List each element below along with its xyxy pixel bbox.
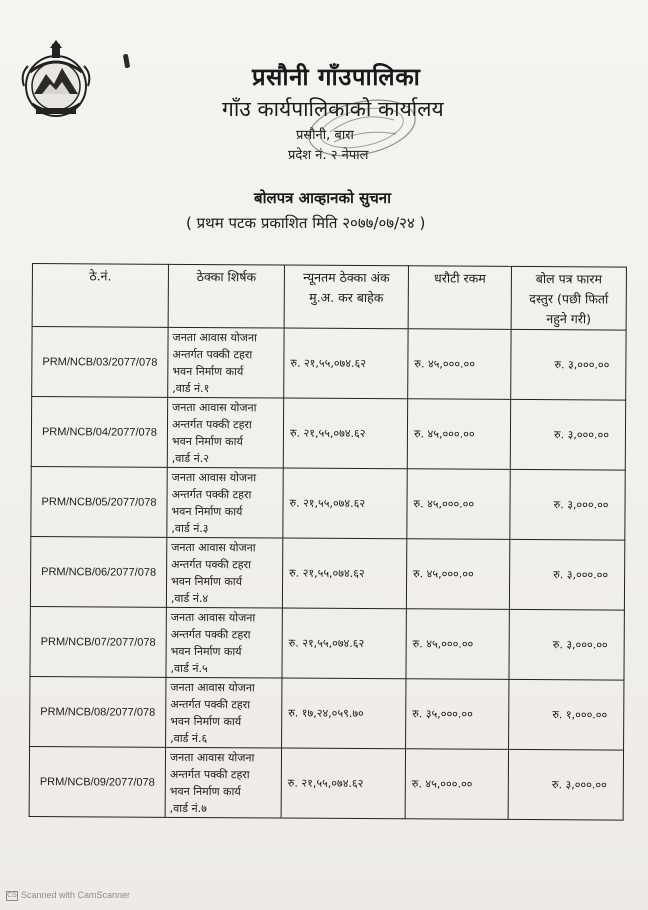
header-contract-no: ठे.नं.	[32, 264, 168, 328]
government-emblem-icon	[16, 38, 96, 128]
table-row	[30, 676, 624, 750]
contract-code: PRM/NCB/09/2077/078	[29, 746, 165, 817]
contract-title: जनता आवास योजना अन्तर्गत पक्की टहरा भवन निर्माण कार्य ,वार्ड नं.४	[166, 537, 282, 608]
header-contract-title: ठेक्का शिर्षक	[168, 264, 284, 328]
table-header-row	[32, 264, 626, 331]
header-deposit: धरौटी रकम	[408, 266, 511, 330]
deposit-amount: रु. ४५,०००.००	[406, 609, 509, 680]
table-row	[30, 606, 624, 680]
scanner-watermark	[6, 890, 130, 901]
deposit-amount: रु. ४५,०००.००	[406, 539, 509, 610]
table-row	[29, 746, 623, 820]
form-fee: रु. ३,०००.००	[511, 329, 626, 400]
deposit-amount: रु. ४५,०००.००	[407, 469, 510, 540]
contract-code: PRM/NCB/06/2077/078	[30, 536, 166, 607]
deposit-amount: रु. ४५,०००.००	[405, 749, 508, 820]
deposit-amount: रु. ३५,०००.००	[406, 679, 509, 750]
form-fee: रु. ३,०००.००	[508, 749, 623, 820]
contract-code: PRM/NCB/03/2077/078	[32, 327, 168, 398]
contract-title: जनता आवास योजना अन्तर्गत पक्की टहरा भवन निर्माण कार्य ,वार्ड नं.७	[165, 747, 281, 818]
header-estimate: न्यूनतम ठेक्का अंक मु.अ. कर बाहेक	[284, 265, 408, 329]
tender-table	[29, 263, 627, 821]
estimate-amount: रु. २१,५५,०७४.६२	[282, 538, 406, 609]
contract-title: जनता आवास योजना अन्तर्गत पक्की टहरा भवन निर्माण कार्य ,वार्ड नं.५	[166, 607, 282, 678]
form-fee: रु. १,०००.००	[509, 679, 624, 750]
form-fee: रु. ३,०००.००	[509, 539, 624, 610]
deposit-amount: रु. ४५,०००.००	[408, 329, 511, 400]
contract-title: जनता आवास योजना अन्तर्गत पक्की टहरा भवन निर्माण कार्य ,वार्ड नं.१	[168, 327, 284, 398]
office-subtitle: गाँउ कार्यपालिकाको कार्यालय	[222, 97, 444, 121]
contract-code: PRM/NCB/08/2077/078	[30, 676, 166, 747]
table-row	[30, 536, 624, 610]
table-row	[32, 327, 626, 401]
estimate-amount: रु. २१,५५,०७४.६२	[283, 468, 407, 539]
estimate-amount: रु. २१,५५,०७४.६२	[281, 748, 405, 819]
form-fee: रु. ३,०००.००	[509, 609, 624, 680]
form-fee: रु. ३,०००.००	[510, 469, 625, 540]
scanner-text: Scanned with CamScanner	[21, 890, 131, 900]
estimate-amount: रु. २१,५५,०७४.६२	[282, 608, 406, 679]
notice-subtitle: ( प्रथम पटक प्रकाशित मिति २०७७/०७/२४ )	[186, 214, 426, 232]
camscanner-logo-icon: CS	[7, 891, 17, 899]
table-row	[31, 466, 625, 540]
office-address: प्रसौनी, बारा	[296, 128, 354, 143]
contract-title: जनता आवास योजना अन्तर्गत पक्की टहरा भवन निर्माण कार्य ,वार्ड नं.६	[166, 677, 282, 748]
office-province: प्रदेश नं. २ नेपाल	[288, 148, 369, 163]
estimate-amount: रु. २१,५५,०७४.६२	[283, 398, 407, 469]
estimate-amount: रु. २१,५५,०७४.६२	[284, 328, 408, 399]
contract-title: जनता आवास योजना अन्तर्गत पक्की टहरा भवन निर्माण कार्य ,वार्ड नं.२	[167, 397, 283, 468]
notice-title: बोलपत्र आव्हानको सुचना	[254, 189, 391, 207]
contract-title: जनता आवास योजना अन्तर्गत पक्की टहरा भवन निर्माण कार्य ,वार्ड नं.३	[167, 467, 283, 538]
municipality-title: प्रसौनी गाँउपालिका	[252, 63, 421, 91]
deposit-amount: रु. ४५,०००.००	[407, 399, 510, 470]
contract-code: PRM/NCB/05/2077/078	[31, 466, 167, 537]
form-fee: रु. ३,०००.००	[510, 399, 625, 470]
header-form-fee: बोल पत्र फारम दस्तुर (पछी फिर्ता नहुने गरी)	[511, 266, 626, 330]
contract-code: PRM/NCB/04/2077/078	[31, 397, 167, 468]
ink-mark	[123, 54, 130, 69]
table-row	[31, 397, 625, 471]
estimate-amount: रु. १७,२४,०५९.७०	[282, 678, 406, 749]
contract-code: PRM/NCB/07/2077/078	[30, 606, 166, 677]
